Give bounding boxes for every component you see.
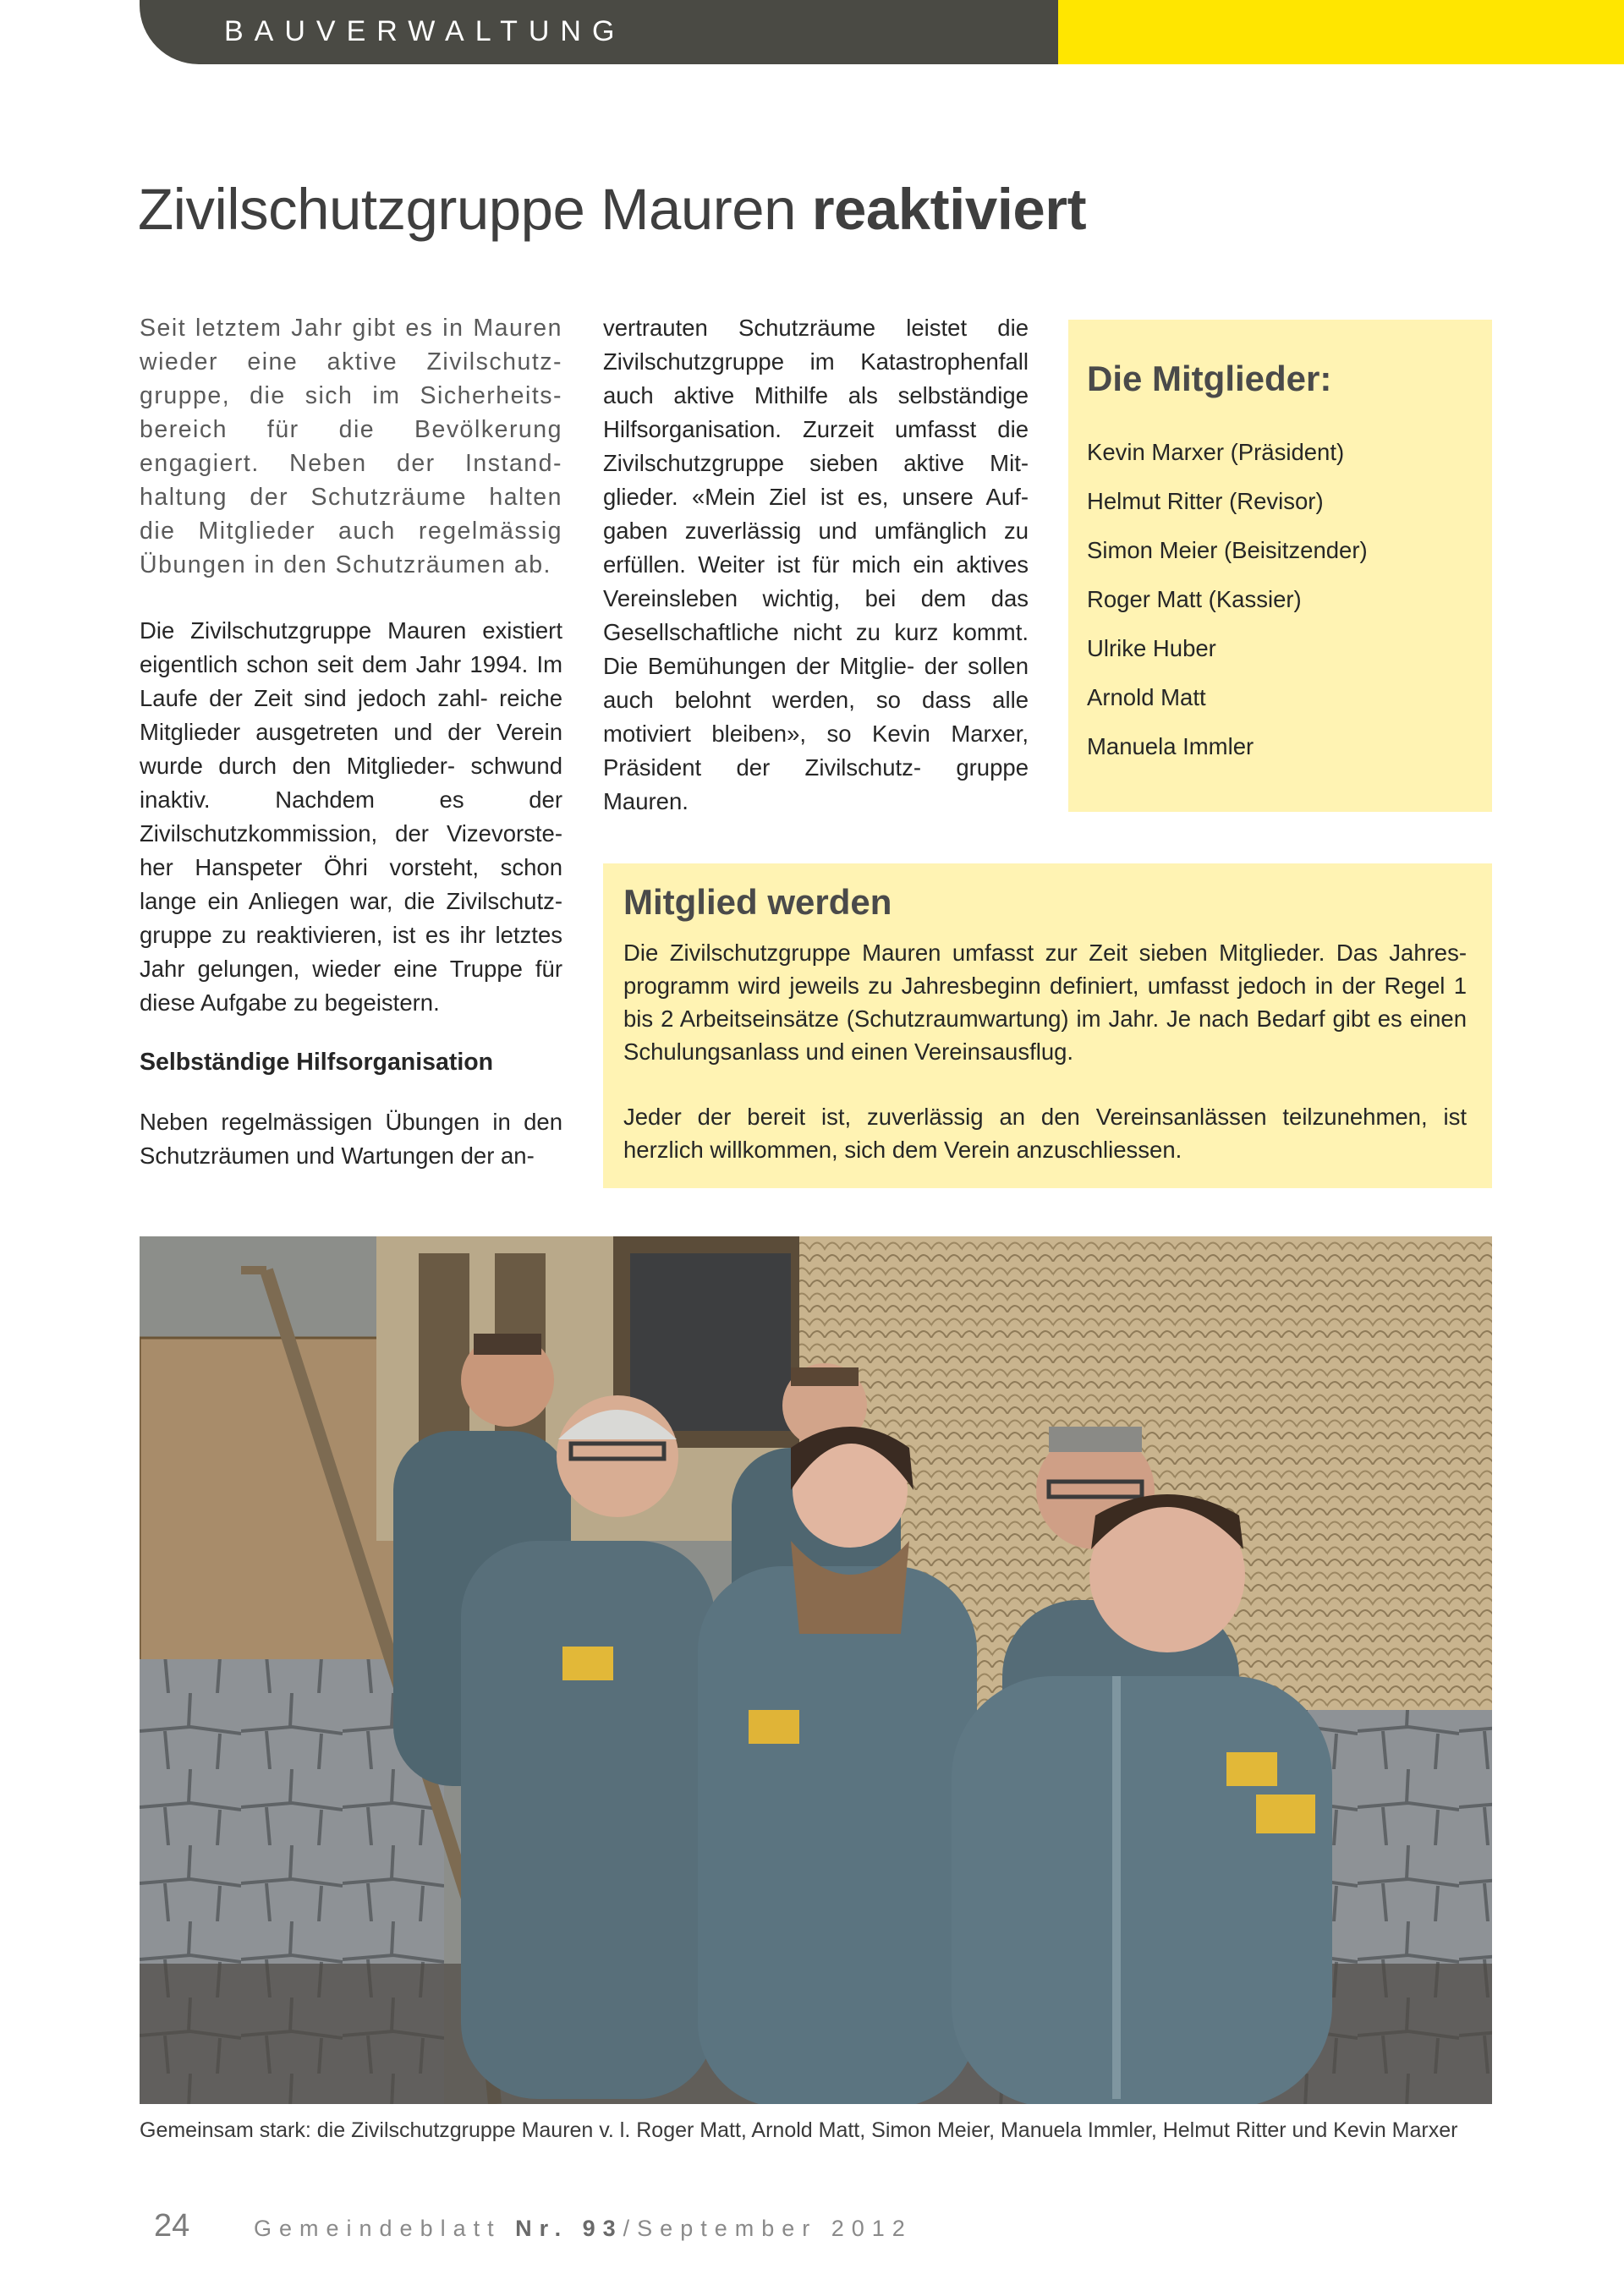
section-label: BAUVERWALTUNG (224, 15, 626, 47)
join-box (603, 863, 1492, 1188)
magazine-date: /September 2012 (623, 2216, 913, 2241)
member-item: Ulrike Huber (1087, 635, 1216, 661)
member-item: Arnold Matt (1087, 684, 1206, 710)
header-accent-bar (1058, 0, 1624, 64)
photo-caption: Gemeinsam stark: die Zivilschutzgruppe Mauren v. l. Roger Matt, Arnold Matt, Simon Meier, Manuela Immler, Helmut Ritter und Kevin Marxer (140, 2118, 1458, 2142)
group-photo (140, 1236, 1492, 2104)
article-paragraph: Die Zivilschutzgruppe Mauren existiert eigentlich schon seit dem Jahr 1994. Im Laufe der Zeit sind jedoch zahl- reiche Mitglieder ausgetreten und der Verein wurde durch den Mitglieder- schwund inaktiv. Nachdem es der Zivilschutzkommission, der Vizevorste- her Hanspeter Öhri vorsteht, schon lange ein Anliegen war, die Zivilschutz- gruppe zu reaktivieren, ist es ihr letztes Jahr gelungen, wieder eine Truppe für diese Aufgabe zu begeistern. (140, 617, 562, 1016)
join-heading: Mitglied werden (623, 882, 892, 922)
group-photo-illustration (140, 1236, 1492, 2104)
member-item: Simon Meier (Beisitzender) (1087, 537, 1368, 563)
article-column-2 (603, 311, 1029, 819)
join-paragraph: Die Zivilschutzgruppe Mauren umfasst zur Zeit sieben Mitglieder. Das Jahres- programm wird jeweils zu Jahresbeginn definiert, umfasst jedoch in der Regel 1 bis 2 Arbeitseinsätze (Schutzraumwartung) im Jahr. Je nach Bedarf gibt es einen Schulungsanlass und einen Vereinsausflug. (623, 940, 1467, 1065)
member-item: Kevin Marxer (Präsident) (1087, 439, 1345, 465)
magazine-info (254, 2216, 913, 2242)
article-paragraph: Neben regelmässigen Übungen in den Schutzräumen und Wartungen der an- (140, 1109, 562, 1169)
article-title (138, 176, 1086, 243)
article-paragraph: vertrauten Schutzräume leistet die Zivilschutzgruppe im Katastrophenfall auch aktive Mithilfe als selbständige Hilfsorganisation. Zurzeit umfasst die Zivilschutzgruppe sieben aktive Mit- glieder. «Mein Ziel ist es, unsere Auf- gaben zuverlässig und umfänglich zu erfüllen. Weiter ist für mich ein aktives Vereinsleben wichtig, bei dem das Gesellschaftliche nicht zu kurz kommt. Die Bemühungen der Mitglie- der sollen auch belohnt werden, so dass alle motiviert bleiben», so Kevin Marxer, Präsident der Zivilschutz- gruppe Mauren. (603, 315, 1029, 814)
article-title-regular: Zivilschutzgruppe Mauren (138, 177, 812, 242)
magazine-issue: Nr. 93 (515, 2216, 623, 2241)
section-header-band (140, 0, 1058, 64)
article-subheading: Selbständige Hilfsorganisation (140, 1049, 494, 1076)
member-item: Manuela Immler (1087, 733, 1254, 759)
members-list (1087, 428, 1492, 771)
article-intro: Seit letztem Jahr gibt es in Mauren wieder eine aktive Zivilschutz- gruppe, die sich im Sicherheits- bereich für die Bevölkerung engagiert. Neben der Instand- haltung der Schutzräume halten die Mitglieder auch regelmässig Übungen in den Schutzräumen ab. (140, 315, 562, 578)
article-title-bold: reaktiviert (811, 177, 1087, 242)
member-item: Roger Matt (Kassier) (1087, 586, 1302, 612)
member-item: Helmut Ritter (Revisor) (1087, 488, 1324, 514)
join-paragraph: Jeder der bereit ist, zuverlässig an den Vereinsanlässen teilzunehmen, ist herzlich willkommen, sich dem Verein anzuschliessen. (623, 1104, 1467, 1163)
page-number: 24 (154, 2208, 190, 2244)
article-column-1 (140, 311, 562, 1173)
members-box (1068, 320, 1492, 812)
members-heading: Die Mitglieder: (1087, 359, 1332, 398)
magazine-name: Gemeindeblatt (254, 2216, 516, 2241)
